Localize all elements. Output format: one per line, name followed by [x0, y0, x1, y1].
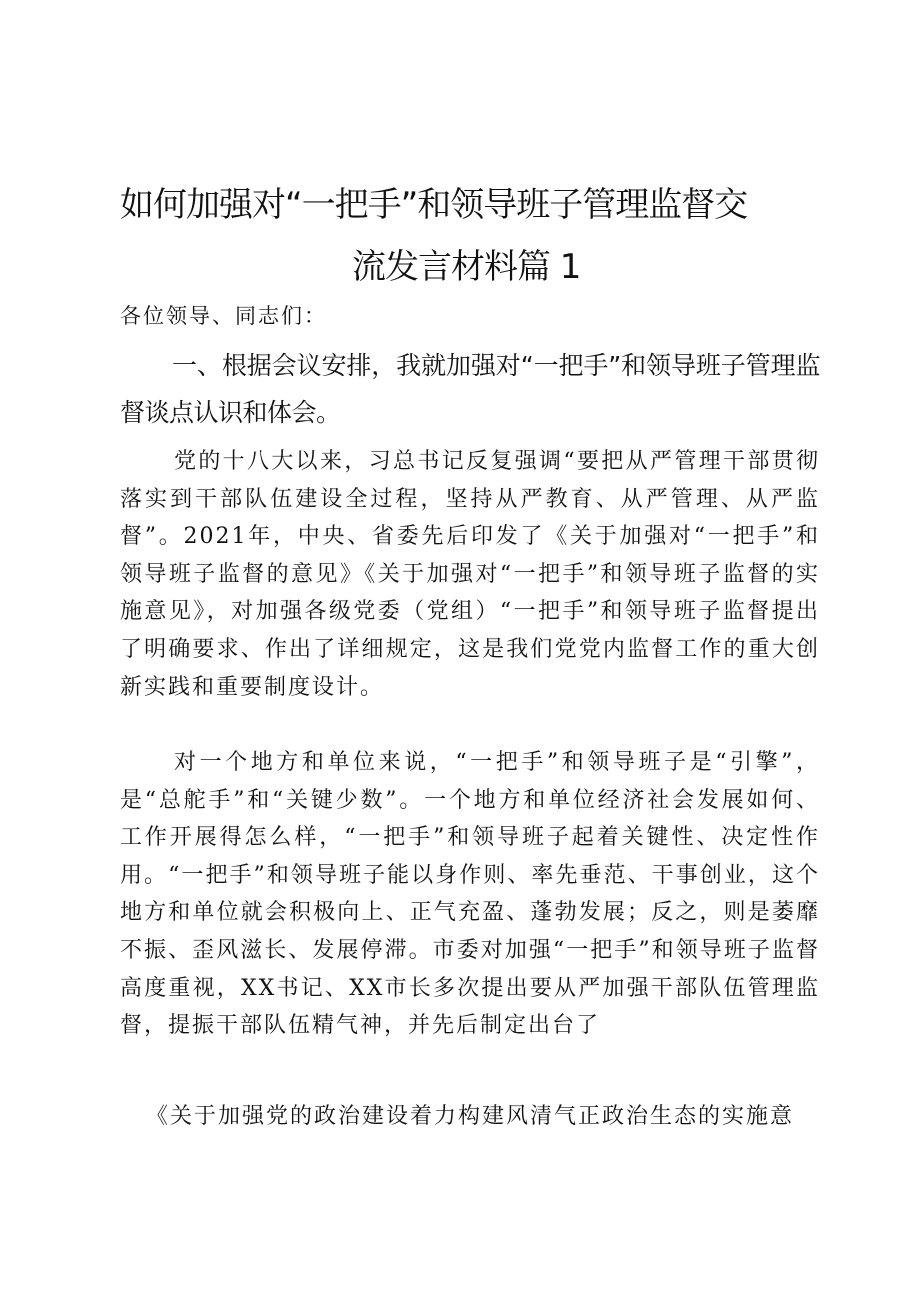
document-title-line-2: 流发言材料篇 1	[352, 247, 581, 287]
section-heading: 一、根据会议安排，我就加强对“一把手”和领导班子管理监督谈点认识和体会。	[120, 351, 820, 427]
body-paragraph: 对一个地方和单位来说，“一把手”和领导班子是“引擎”，是“总舵手”和“关键少数”。一个地方和单位经济社会发展如何、工作开展得怎么样，“一把手”和领导班子起着关键性、决定性作用。“一把手”和领导班子能以身作则、率先垂范、干事创业，这个地方和单位就会积极向上、正气充盈、蓬勃发展；反之，则是萎靡不振、歪风滋长、发展停滞。市委对加强“一把手”和领导班子监督高度重视，XX书记、XX市长多次提出要从严加强干部队伍管理监督，提振干部队伍精气神，并先后制定出台了	[120, 750, 820, 1039]
body-paragraph: 《关于加强党的政治建设着力构建风清气正政治生态的实施意	[146, 1104, 795, 1129]
salutation: 各位领导、同志们：	[120, 304, 327, 328]
document-title-line-1: 如何加强对“一把手”和领导班子管理监督交	[120, 185, 748, 225]
body-paragraph: 党的十八大以来，习总书记反复强调“要把从严管理干部贯彻落实到干部队伍建设全过程，坚持从严教育、从严管理、从严监督”。2021年，中央、省委先后印发了《关于加强对“一把手”和领导班子监督的意见》《关于加强对“一把手”和领导班子监督的实施意见》，对加强各级党委（党组）“一把手”和领导班子监督提出了明确要求、作出了详细规定，这是我们党党内监督工作的重大创新实践和重要制度设计。	[120, 449, 820, 700]
